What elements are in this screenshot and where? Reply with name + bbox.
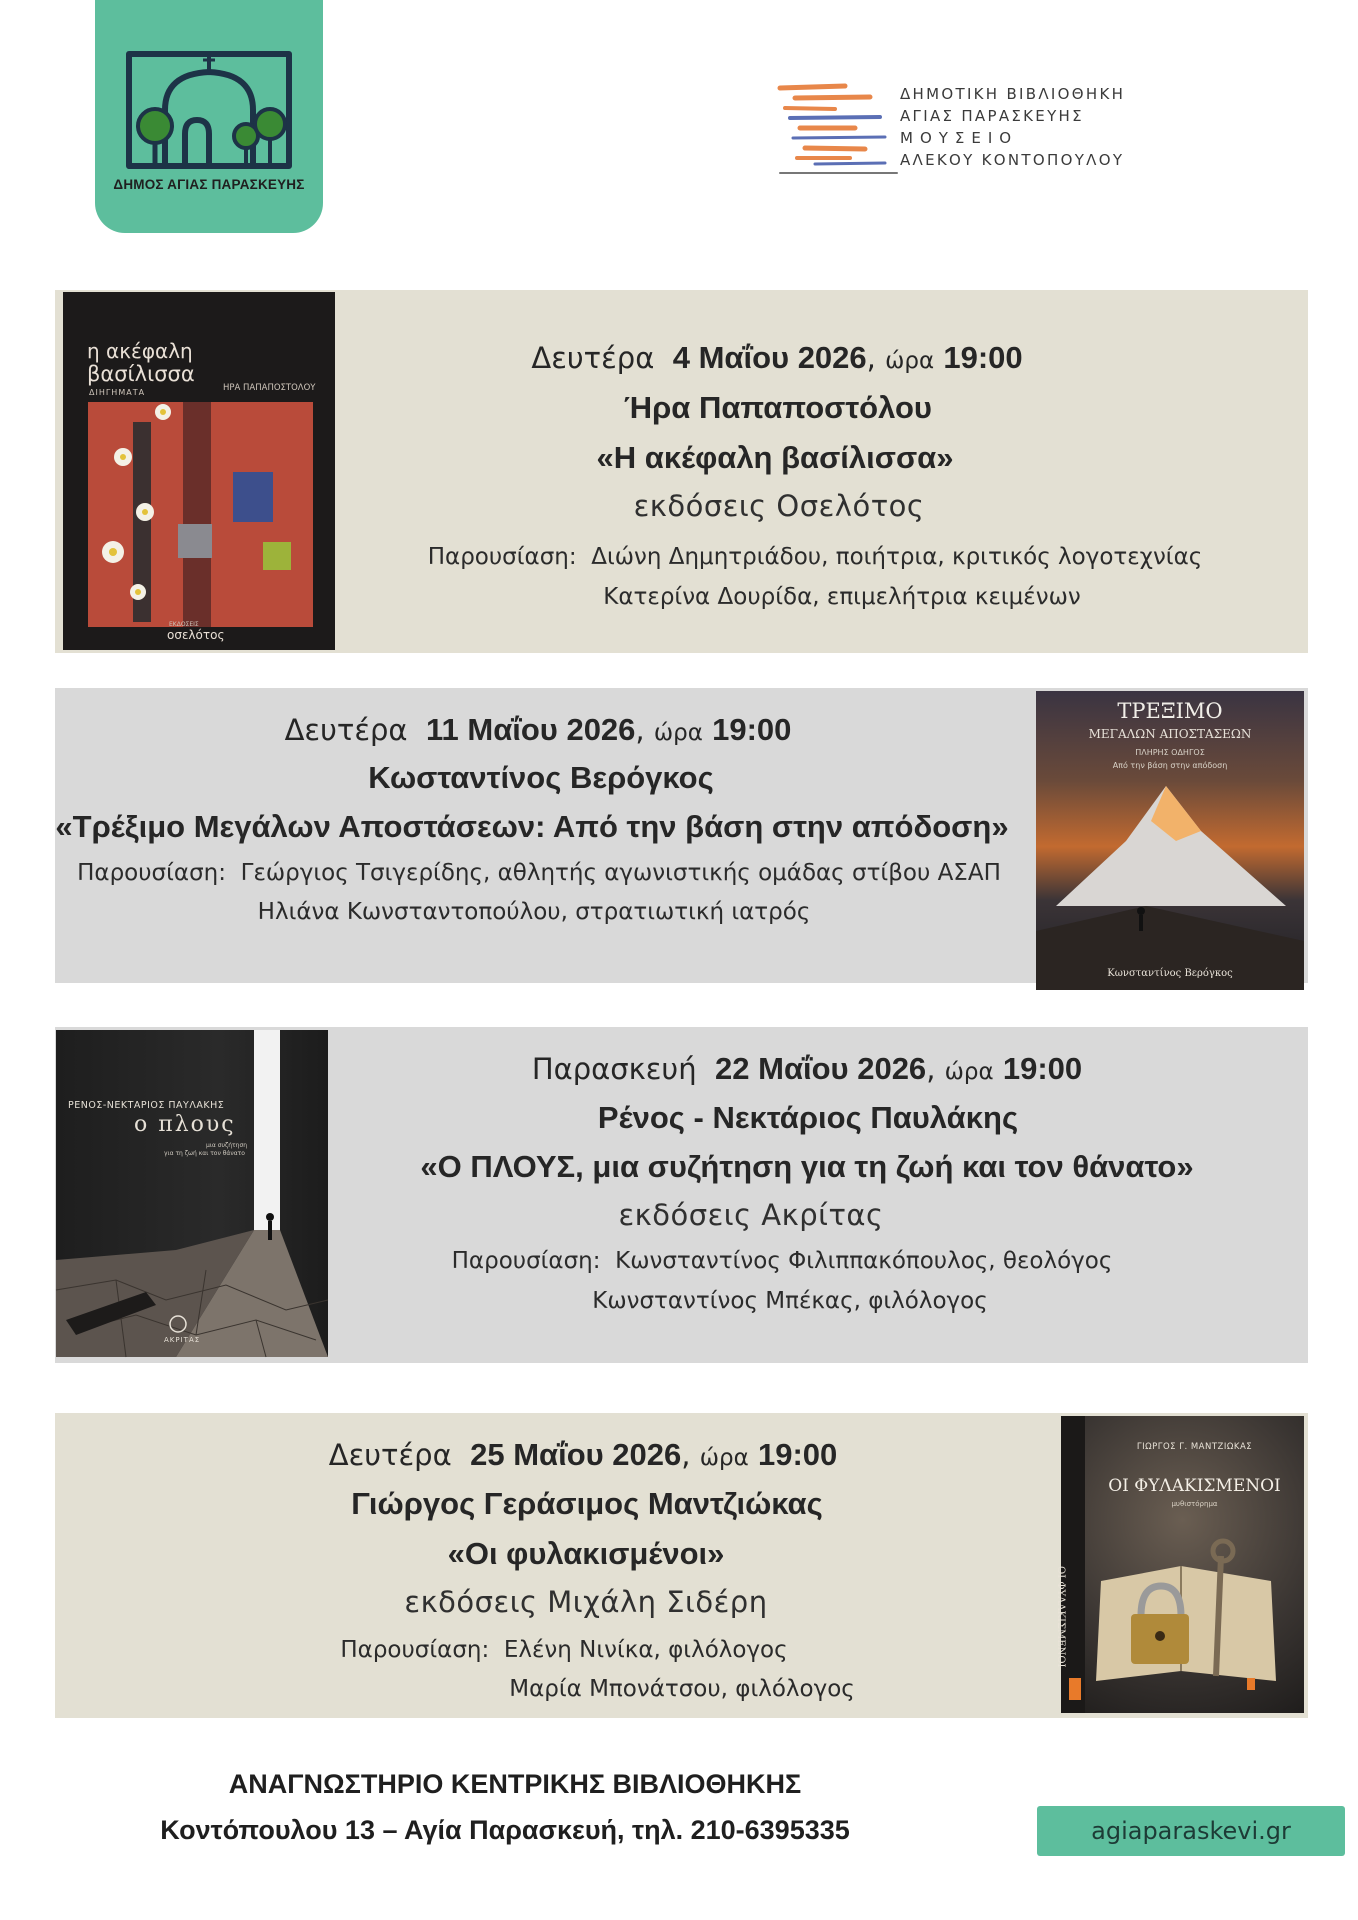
library-line-2: ΑΓΙΑΣ ΠΑΡΑΣΚΕΥΗΣ <box>900 107 1084 125</box>
book-cover-2 <box>1036 691 1304 990</box>
event-3-author: Ρένος - Νεκτάριος Παυλάκης <box>597 1100 1019 1135</box>
event-3-presenters-line1 <box>452 1248 1113 1274</box>
event-4-presenter-1: Ελένη Νινίκα, φιλόλογος <box>503 1637 788 1663</box>
event-3-date: 22 Μαΐου 2026 <box>715 1051 927 1086</box>
event-3-presenter-1: Κωνσταντίνος Φιλιππακόπουλος, θεολόγος <box>615 1248 1113 1274</box>
event-3-title: «Ο ΠΛΟΥΣ, μια συζήτηση για τη ζωή και τον θάνατο» <box>420 1149 1194 1184</box>
cover-1-author: ΗΡΑ ΠΑΠΑΠΟΣΤΟΛΟΥ <box>223 383 316 393</box>
event-2-presentation-label: Παρουσίαση: <box>77 860 226 886</box>
event-4-publisher: εκδόσεις Μιχάλη Σιδέρη <box>404 1585 768 1619</box>
event-3-datetime: Παρασκευή 22 Μαΐου 2026, ώρα 19:00 <box>531 1051 1083 1086</box>
cover-3-publisher: ΑΚΡΙΤΑΣ <box>164 1336 201 1344</box>
library-line-3: ΜΟΥΣΕΙΟ <box>900 129 1019 147</box>
event-4-time: 19:00 <box>757 1437 838 1472</box>
cover-1-title-line2: βασίλισσα <box>87 362 195 386</box>
event-1-presenter-2: Κατερίνα Δουρίδα, επιμελήτρια κειμένων <box>603 584 1081 610</box>
cover-4-spine-title: ΟΙ ΦΥΛΑΚΙΣΜΕΝΟΙ <box>1055 1566 1066 1668</box>
event-panel-1 <box>55 290 1308 653</box>
library-name <box>900 83 1125 171</box>
cover-4-subtitle: μυθιστόρημα <box>1171 1500 1218 1508</box>
event-1-title: «Η ακέφαλη βασίλισσα» <box>596 440 954 475</box>
event-4-presenters-line1 <box>340 1637 787 1663</box>
book-cover-3 <box>56 1030 328 1357</box>
event-2-presenter-1: Γεώργιος Τσιγερίδης, αθλητής αγωνιστικής ομάδας στίβου ΑΣΑΠ <box>240 860 1001 886</box>
event-1-publisher: εκδόσεις Οσελότος <box>633 489 925 523</box>
event-2-time: 19:00 <box>712 712 792 747</box>
cover-3-subtitle-line2: για τη ζωή και τον θάνατο <box>164 1150 245 1157</box>
event-1-presenter-1: Διώνη Δημητριάδου, ποιήτρια, κριτικός λογοτεχνίας <box>591 544 1203 570</box>
event-1-time-label: ώρα <box>885 348 935 374</box>
event-1-presentation-label: Παρουσίαση: <box>427 544 577 570</box>
event-1-date: 4 Μαΐου 2026 <box>672 340 867 375</box>
event-4-presenter-2: Μαρία Μπονάτσου, φιλόλογος <box>509 1676 855 1702</box>
event-4-author: Γιώργος Γεράσιμος Μαντζιώκας <box>351 1486 823 1521</box>
event-4-time-label: ώρα <box>699 1445 749 1471</box>
event-2-title: «Τρέξιμο Μεγάλων Αποστάσεων: Από την βάση στην απόδοση» <box>55 809 1009 844</box>
event-2-date: 11 Μαΐου 2026 <box>425 712 636 747</box>
cover-2-tagline: Από την βάση στην απόδοση <box>1112 761 1228 770</box>
event-3-presenter-2: Κωνσταντίνος Μπέκας, φιλόλογος <box>592 1288 988 1314</box>
cover-3-subtitle-line1: μια συζήτηση <box>206 1142 248 1149</box>
event-panel-4 <box>55 1413 1308 1718</box>
cover-1-publisher: οσελότος <box>167 628 225 642</box>
cover-art-3 <box>56 1030 328 1357</box>
library-stacked-lines-icon <box>775 78 900 188</box>
event-2-presenters-line1 <box>77 860 1001 886</box>
event-4-datetime: Δευτέρα 25 Μαΐου 2026, ώρα 19:00 <box>328 1437 838 1472</box>
municipality-emblem-icon <box>125 48 293 170</box>
footer-address: Κοντόπουλου 13 – Αγία Παρασκευή, τηλ. 210-6395335 <box>160 1815 850 1845</box>
event-1-day: Δευτέρα <box>531 341 655 375</box>
event-3-publisher: εκδόσεις Ακρίτας <box>618 1198 884 1232</box>
municipality-logo <box>95 0 323 233</box>
cover-1-title-line1: η ακέφαλη <box>87 339 193 363</box>
cover-1-subtitle: ΔΙΗΓΗΜΑΤΑ <box>89 388 146 397</box>
event-3-time: 19:00 <box>1002 1051 1083 1086</box>
event-1-datetime: Δευτέρα 4 Μαΐου 2026, ώρα 19:00 <box>531 340 1023 375</box>
cover-2-title-line2: ΜΕΓΑΛΩΝ ΑΠΟΣΤΑΣΕΩΝ <box>1088 727 1252 741</box>
event-2-presenter-2: Ηλιάνα Κωνσταντοπούλου, στρατιωτική ιατρός <box>257 899 811 925</box>
cover-2-subtitle: ΠΛΗΡΗΣ ΟΔΗΓΟΣ <box>1135 748 1205 757</box>
library-line-1: ΔΗΜΟΤΙΚΗ ΒΙΒΛΙΟΘΗΚΗ <box>900 85 1126 103</box>
municipality-caption: ΔΗΜΟΣ ΑΓΙΑΣ ΠΑΡΑΣΚΕΥΗΣ <box>113 177 305 192</box>
cover-4-author: ΓΙΩΡΓΟΣ Γ. ΜΑΝΤΖΙΩΚΑΣ <box>1136 1442 1253 1452</box>
cover-4-title: ΟΙ ΦΥΛΑΚΙΣΜΕΝΟΙ <box>1108 1476 1281 1496</box>
event-2-author: Κωσταντίνος Βερόγκος <box>368 760 714 795</box>
event-4-title: «Οι φυλακισμένοι» <box>447 1536 725 1571</box>
event-3-presentation-label: Παρουσίαση: <box>451 1248 601 1274</box>
cover-2-title-line1: ΤΡΕΞΙΜΟ <box>1117 699 1223 723</box>
cover-art-4 <box>1061 1416 1304 1713</box>
event-4-day: Δευτέρα <box>328 1438 452 1472</box>
cover-2-author: Κωνσταντίνος Βερόγκος <box>1107 968 1233 979</box>
book-cover-4 <box>1055 1416 1304 1713</box>
footer-venue: ΑΝΑΓΝΩΣΤΗΡΙΟ ΚΕΝΤΡΙΚΗΣ ΒΙΒΛΙΟΘΗΚΗΣ <box>228 1769 802 1799</box>
library-line-4: ΑΛΕΚΟΥ ΚΟΝΤΟΠΟΥΛΟΥ <box>900 151 1125 169</box>
event-panel-3 <box>55 1027 1308 1363</box>
event-1-presenters-line1 <box>428 544 1203 570</box>
event-panel-2 <box>55 688 1308 983</box>
website-link[interactable]: agiaparaskevi.gr <box>1037 1806 1345 1856</box>
cover-1-publisher-small: ΕΚΔΟΣΕΙΣ <box>169 621 199 628</box>
event-4-presentation-label: Παρουσίαση: <box>340 1637 490 1663</box>
cover-3-author: ΡΕΝΟΣ-ΝΕΚΤΑΡΙΟΣ ΠΑΥΛΑΚΗΣ <box>68 1100 225 1111</box>
event-3-time-label: ώρα <box>944 1059 994 1085</box>
event-1-time: 19:00 <box>943 340 1023 375</box>
book-cover-1 <box>63 292 335 650</box>
event-2-time-label: ώρα <box>653 720 703 746</box>
cover-3-title: ο πλους <box>134 1112 236 1137</box>
event-4-date: 25 Μαΐου 2026 <box>470 1437 682 1472</box>
event-3-day: Παρασκευή <box>531 1052 697 1086</box>
event-2-day: Δευτέρα <box>284 713 408 747</box>
event-1-author: Ήρα Παπαποστόλου <box>624 390 932 425</box>
library-logo <box>775 78 1155 193</box>
event-2-datetime: Δευτέρα 11 Μαΐου 2026, ώρα 19:00 <box>284 712 792 747</box>
